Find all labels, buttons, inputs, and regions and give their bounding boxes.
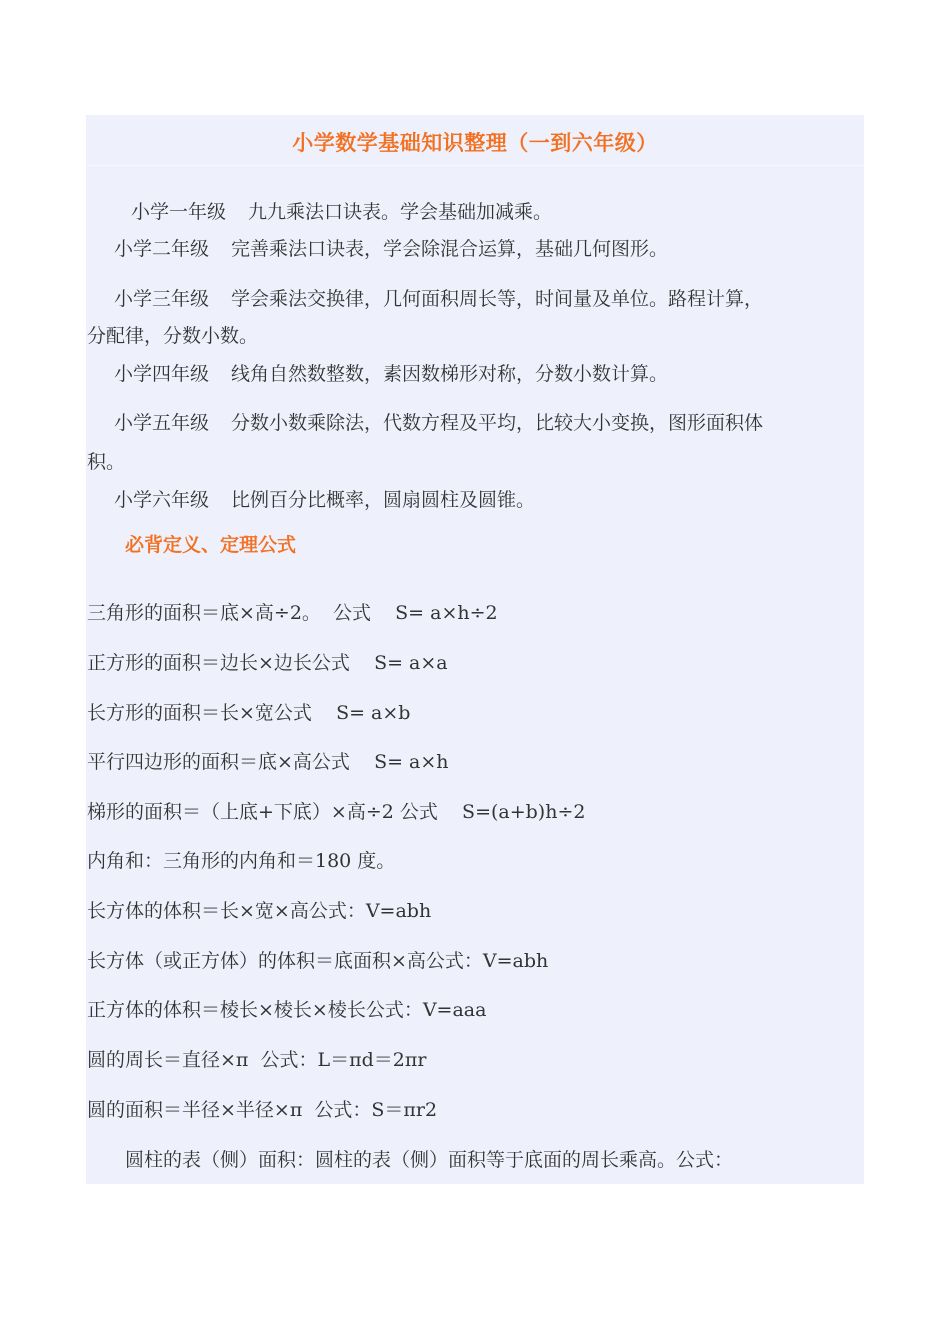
formula-line: 正方形的面积＝边长×边长公式 S= a×a (87, 652, 448, 674)
formula-line: 内角和：三角形的内角和＝180 度。 (87, 850, 396, 872)
grade-name: 小学五年级 (114, 412, 210, 434)
grade-desc: 九九乘法口诀表。学会基础加减乘。 (248, 201, 553, 223)
formula-line: 平行四边形的面积＝底×高公式 S= a×h (87, 751, 449, 773)
formula-line: 三角形的面积＝底×高÷2。 公式 S= a×h÷2 (87, 602, 498, 624)
grade-name: 小学四年级 (114, 363, 210, 385)
formula-line: 圆的周长＝直径×π 公式：L＝πd＝2πr (87, 1049, 427, 1071)
grade-line-6 (114, 488, 535, 512)
formula-line: 正方体的体积＝棱长×棱长×棱长公式：V=aaa (87, 999, 487, 1021)
grade-line-4 (114, 362, 668, 386)
title-bar (86, 115, 864, 166)
grade-name: 小学三年级 (114, 288, 210, 310)
grade-line-1 (131, 200, 552, 224)
formula-line-last: 圆柱的表（侧）面积：圆柱的表（侧）面积等于底面的周长乘高。公式： (125, 1149, 734, 1171)
grade-desc: 分数小数乘除法，代数方程及平均，比较大小变换，图形面积体 (231, 412, 764, 434)
formula-line: 长方形的面积＝长×宽公式 S= a×b (87, 702, 411, 724)
grade-name: 小学六年级 (114, 489, 210, 511)
grade-line-2 (114, 237, 668, 261)
formula-line: 长方体（或正方体）的体积＝底面积×高公式：V=abh (87, 950, 549, 972)
grade-line-5 (114, 411, 763, 435)
grade-name: 小学二年级 (114, 238, 210, 260)
formula-line: 梯形的面积＝（上底+下底）×高÷2 公式 S=(a+b)h÷2 (87, 801, 586, 823)
formula-line: 圆的面积＝半径×半径×π 公式：S＝πr2 (87, 1099, 438, 1121)
grade-desc: 学会乘法交换律，几何面积周长等，时间量及单位。路程计算， (231, 288, 764, 310)
section-heading: 必背定义、定理公式 (125, 534, 297, 556)
grade-desc: 线角自然数整数，素因数梯形对称，分数小数计算。 (231, 363, 669, 385)
grade-desc: 比例百分比概率，圆扇圆柱及圆锥。 (231, 489, 536, 511)
formula-line: 长方体的体积＝长×宽×高公式：V=abh (87, 900, 432, 922)
grade-line-3 (114, 287, 763, 311)
grade-desc: 完善乘法口诀表，学会除混合运算，基础几何图形。 (231, 238, 669, 260)
content-panel (86, 115, 864, 1184)
grade-line-5-cont: 积。 (87, 451, 126, 473)
grade-line-3-cont: 分配律，分数小数。 (87, 325, 259, 347)
page-title: 小学数学基础知识整理（一到六年级） (292, 131, 658, 155)
grade-name: 小学一年级 (131, 201, 227, 223)
